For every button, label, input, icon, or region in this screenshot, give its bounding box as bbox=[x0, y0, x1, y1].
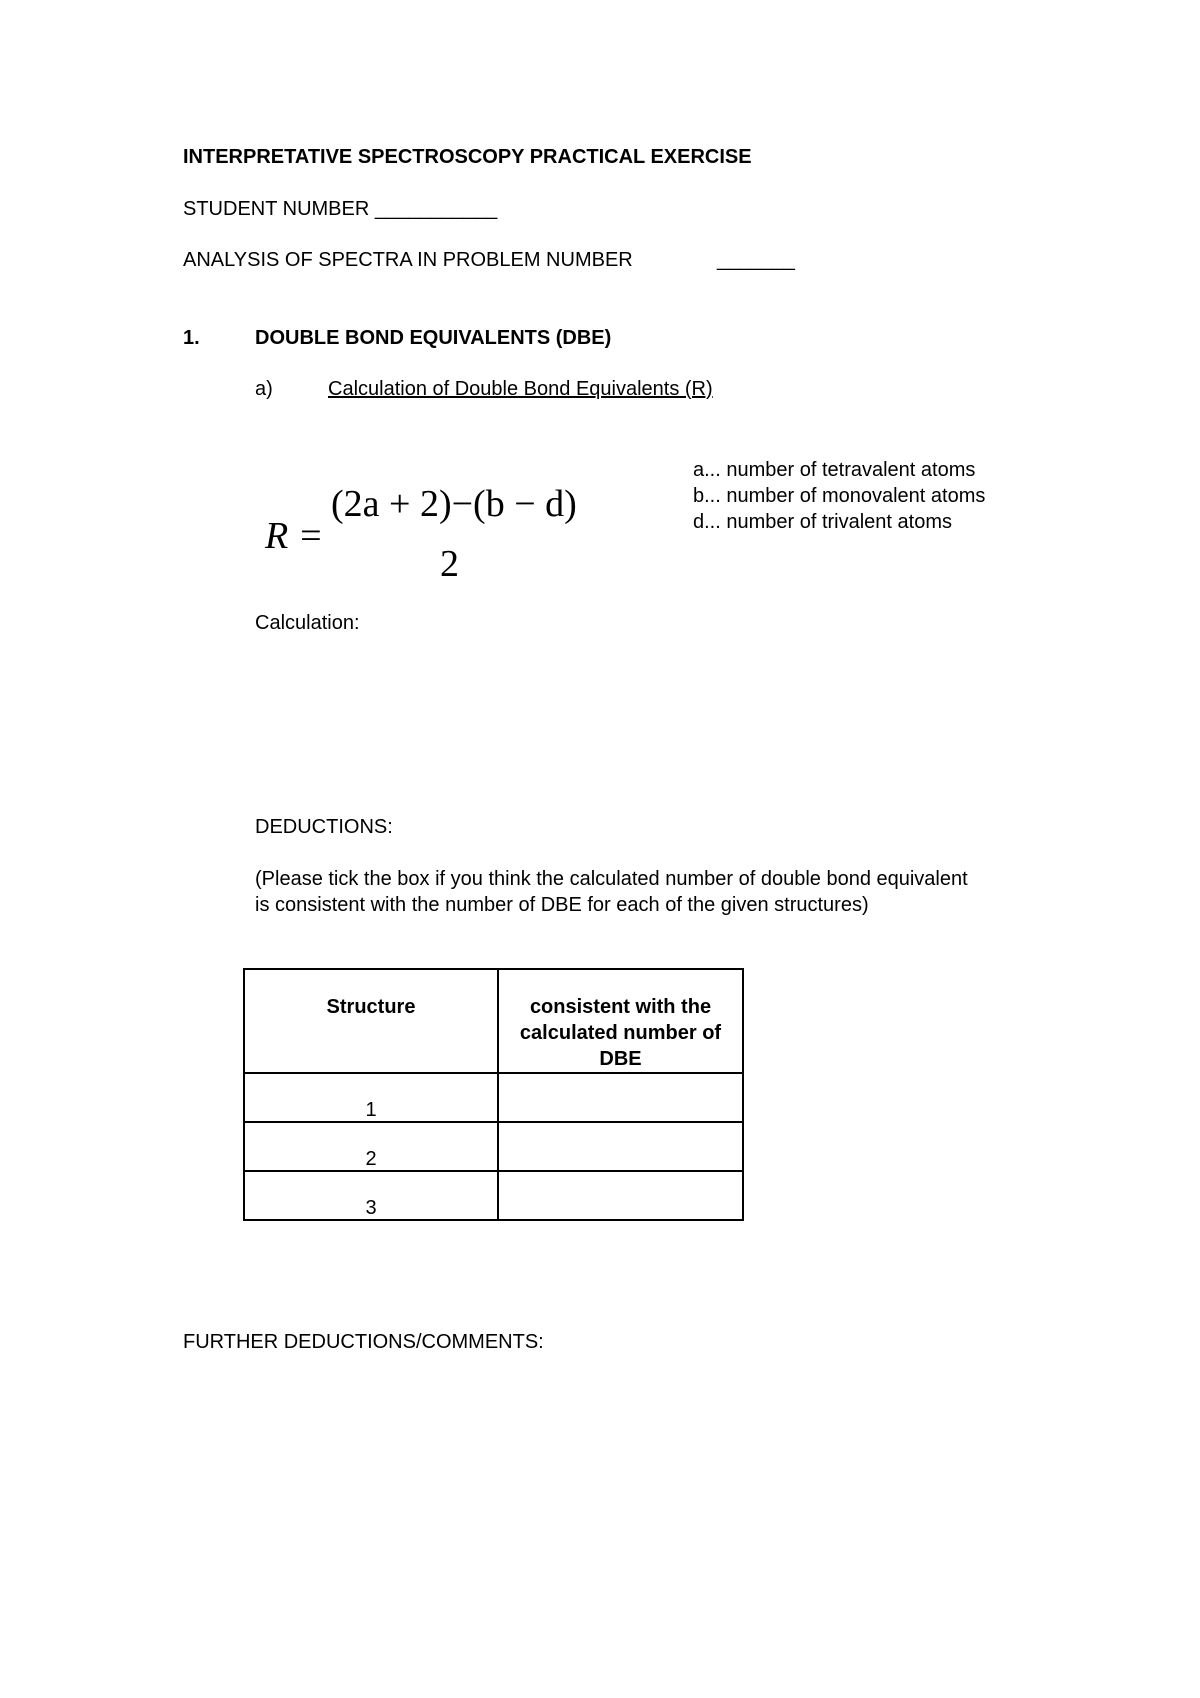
further-deductions-label: FURTHER DEDUCTIONS/COMMENTS: bbox=[183, 1331, 544, 1353]
table-row bbox=[244, 1073, 743, 1122]
deductions-instructions: (Please tick the box if you think the calculated number of double bond equivalent is consistent with the number of DBE for each of the given structures) bbox=[255, 868, 968, 916]
column-header-consistent: consistent with the calculated number of DBE bbox=[498, 969, 743, 1073]
table-header-row bbox=[244, 969, 743, 1073]
student-number-field[interactable]: STUDENT NUMBER ___________ bbox=[183, 198, 498, 220]
deductions-label: DEDUCTIONS: bbox=[255, 816, 393, 838]
section-number: 1. bbox=[183, 327, 200, 349]
tick-box-cell[interactable] bbox=[498, 1122, 743, 1171]
definition-b: b... number of monovalent atoms bbox=[693, 485, 986, 507]
tick-box-cell[interactable] bbox=[498, 1073, 743, 1122]
structure-cell: 1 bbox=[244, 1073, 498, 1122]
formula-term-right: (b − d) bbox=[473, 483, 577, 525]
dbe-consistency-table bbox=[243, 968, 744, 1221]
tick-box-cell[interactable] bbox=[498, 1171, 743, 1220]
definition-a: a... number of tetravalent atoms bbox=[693, 459, 976, 481]
subsection-letter: a) bbox=[255, 378, 273, 400]
formula-denominator: 2 bbox=[440, 543, 459, 585]
column-header-structure: Structure bbox=[244, 969, 498, 1073]
variable-definitions bbox=[693, 457, 985, 535]
problem-number-field[interactable]: _______ bbox=[717, 249, 795, 271]
table-row bbox=[244, 1171, 743, 1220]
structure-cell: 2 bbox=[244, 1122, 498, 1171]
table-row bbox=[244, 1122, 743, 1171]
formula-term-left: (2a + 2) bbox=[331, 483, 452, 525]
formula-numerator bbox=[331, 482, 577, 526]
definition-d: d... number of trivalent atoms bbox=[693, 511, 953, 533]
section-heading: DOUBLE BOND EQUIVALENTS (DBE) bbox=[255, 327, 612, 349]
subsection-heading: Calculation of Double Bond Equivalents (R) bbox=[328, 378, 713, 400]
dbe-formula bbox=[265, 482, 595, 592]
document-title: INTERPRETATIVE SPECTROSCOPY PRACTICAL EXERCISE bbox=[183, 146, 752, 168]
structure-cell: 3 bbox=[244, 1171, 498, 1220]
formula-lhs: R = bbox=[265, 515, 324, 557]
calculation-label: Calculation: bbox=[255, 612, 360, 634]
problem-number-label: ANALYSIS OF SPECTRA IN PROBLEM NUMBER bbox=[183, 249, 633, 271]
formula-minus: − bbox=[451, 483, 474, 525]
